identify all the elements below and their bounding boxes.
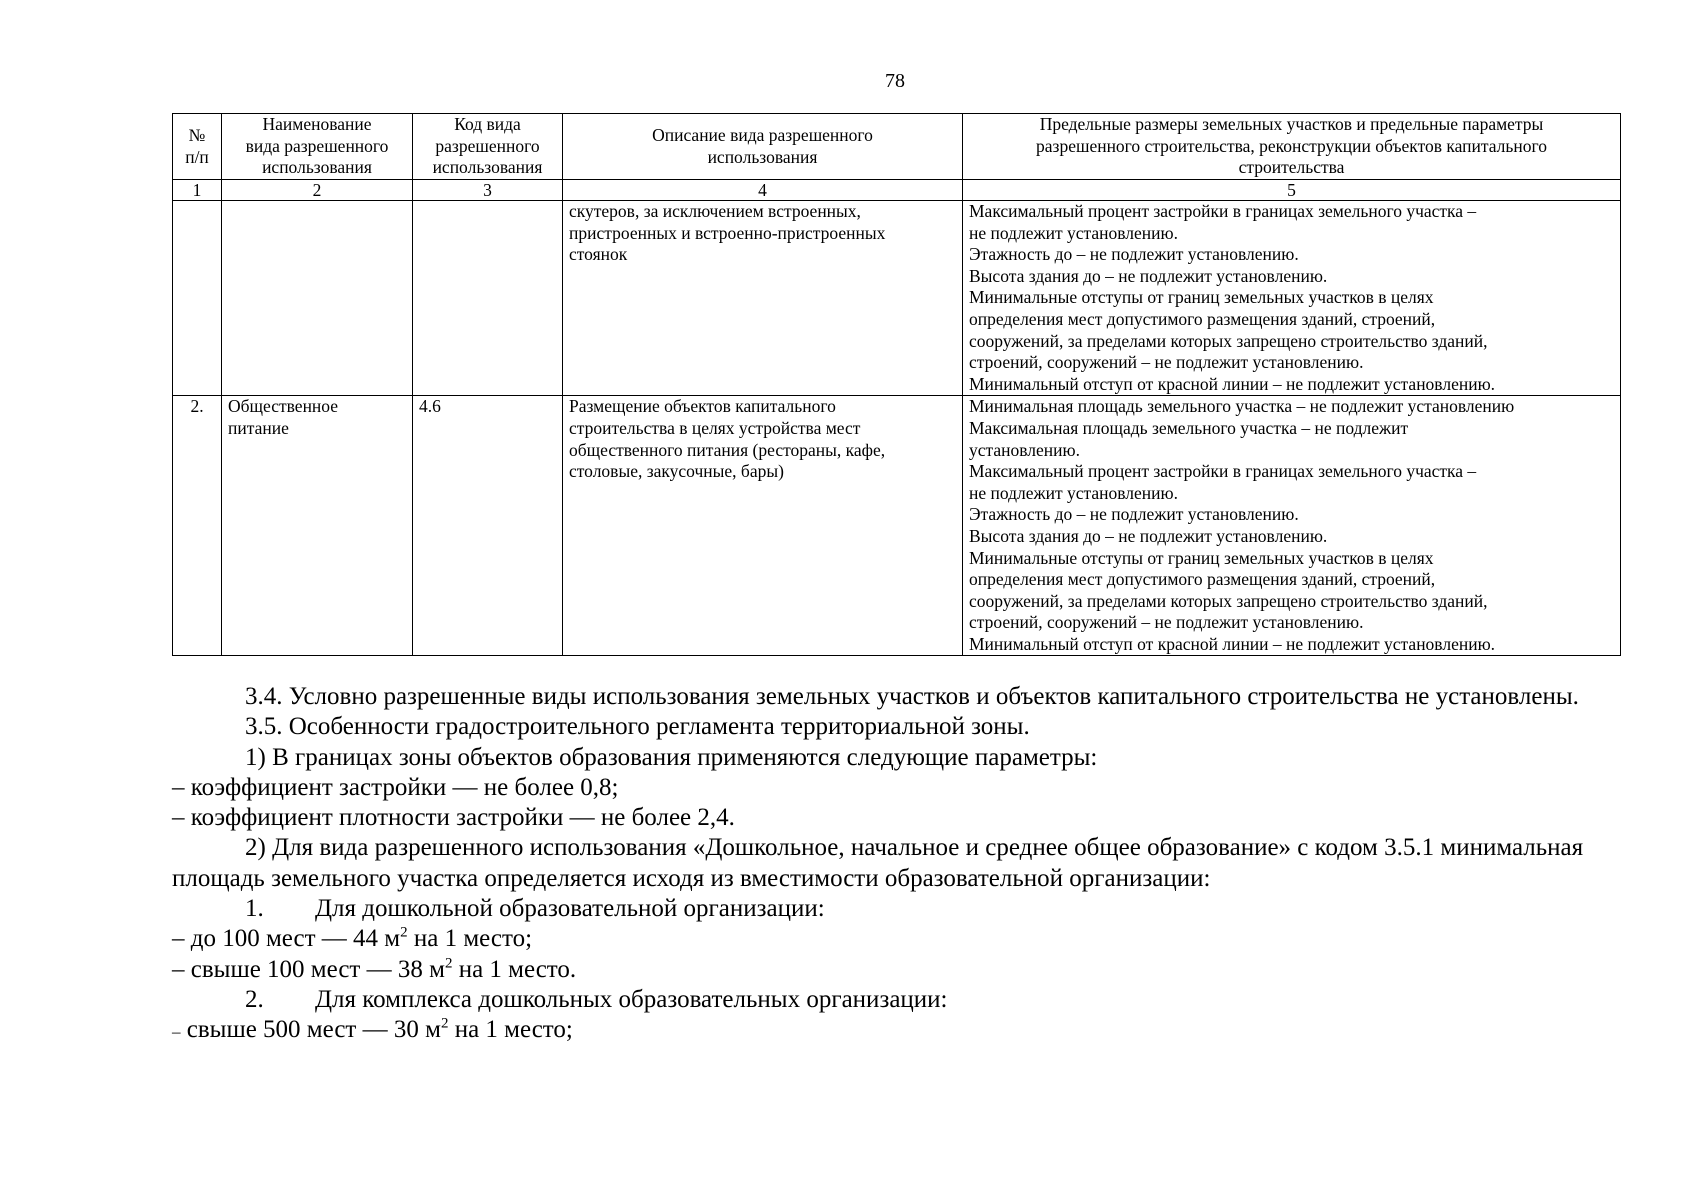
column-number: 3 xyxy=(413,180,563,201)
body-text xyxy=(172,682,1620,1048)
paragraph-item-1: 1) В границах зоны объектов образования применяются следующие параметры: xyxy=(245,743,1098,771)
header-cell-limits: Предельные размеры земельных участков и предельные параметры разрешенного строительства, реконструкции объектов капитального строительства xyxy=(963,114,1621,180)
numbered-item-1 xyxy=(172,894,1620,924)
table-row xyxy=(173,201,1621,396)
header-cell-description: Описание вида разрешенного использования xyxy=(563,114,963,180)
column-number: 4 xyxy=(563,180,963,201)
superscript: 2 xyxy=(440,1015,449,1032)
row-description-cell: Размещение объектов капитального строительства в целях устройства мест общественного питания (рестораны, кафе, столовые, закусочные, бары) xyxy=(563,396,963,656)
row-name-cell: Общественное питание xyxy=(222,396,413,656)
column-number-row xyxy=(173,180,1621,201)
bullet-over-500: – свыше 500 мест — 30 $м^2$ на 1 место; xyxy=(172,1015,573,1044)
header-cell-name: Наименование вида разрешенного использования xyxy=(222,114,413,180)
item-text: Для дошкольной образовательной организации: xyxy=(315,895,825,923)
regulation-table xyxy=(172,113,1621,656)
item-text: Для комплекса дошкольных образовательных организации: xyxy=(315,985,948,1013)
paragraph-item-2: 2) Для вида разрешенного использования «Дошкольное, начальное и среднее общее образование» с кодом 3.5.1 минимальная площадь земельного участка определяется исходя из вместимости образовательной организации: xyxy=(172,834,1584,892)
bullet-up-to-100: – до 100 мест — 44 $м^2$ на 1 место; xyxy=(172,925,533,953)
superscript: 2 xyxy=(444,955,453,972)
row-number-cell xyxy=(173,201,222,396)
header-cell-code: Код вида разрешенного использования xyxy=(413,114,563,180)
table-row xyxy=(173,396,1621,656)
paragraph-3-4: 3.4. Условно разрешенные виды использования земельных участков и объектов капитального строительства не установлены. xyxy=(245,683,1579,710)
row-limits-cell: Максимальный процент застройки в границах земельного участка – не подлежит установлению. Этажность до – не подлежит установлению. Высота здания до – не подлежит установлению. Минимальные отступы от границ земельных участков в целях определения мест допустимого размещения зданий, строений, сооружений, за пределами которых запрещено строительство зданий, строений, сооружений – не подлежит установлению. Минимальный отступ от красной линии – не подлежит установлению. xyxy=(963,201,1621,396)
column-number: 5 xyxy=(963,180,1621,201)
superscript: 2 xyxy=(400,925,408,942)
bullet-over-100: – свыше 100 мест — 38 $м^2$ на 1 место. xyxy=(172,955,577,983)
bullet-coefficient-building: – коэффициент застройки — не более 0,8; xyxy=(172,773,619,801)
row-description-cell: скутеров, за исключением встроенных, пристроенных и встроенно-пристроенных стоянок xyxy=(563,201,963,396)
table-header-row xyxy=(173,114,1621,180)
row-limits-cell: Минимальная площадь земельного участка – не подлежит установлению Максимальная площадь земельного участка – не подлежит установлению. Максимальный процент застройки в границах земельного участка – не подлежит установлению. Этажность до – не подлежит установлению. Высота здания до – не подлежит установлению. Минимальные отступы от границ земельных участков в целях определения мест допустимого размещения зданий, строений, сооружений, за пределами которых запрещено строительство зданий, строений, сооружений – не подлежит установлению. Минимальный отступ от красной линии – не подлежит установлению. xyxy=(963,396,1621,656)
item-number: 2. xyxy=(245,985,264,1013)
header-cell-number: № п/п xyxy=(173,114,222,180)
paragraph-3-5: 3.5. Особенности градостроительного регламента территориальной зоны. xyxy=(245,713,1030,741)
row-name-cell xyxy=(222,201,413,396)
bullet-coefficient-density: – коэффициент плотности застройки — не более 2,4. xyxy=(172,804,735,832)
row-number-cell: 2. xyxy=(173,396,222,656)
column-number: 2 xyxy=(222,180,413,201)
column-number: 1 xyxy=(173,180,222,201)
row-code-cell xyxy=(413,201,563,396)
numbered-item-2 xyxy=(172,985,1620,1015)
row-code-cell: 4.6 xyxy=(413,396,563,656)
item-number: 1. xyxy=(245,895,264,923)
page-number: 78 xyxy=(885,70,905,92)
